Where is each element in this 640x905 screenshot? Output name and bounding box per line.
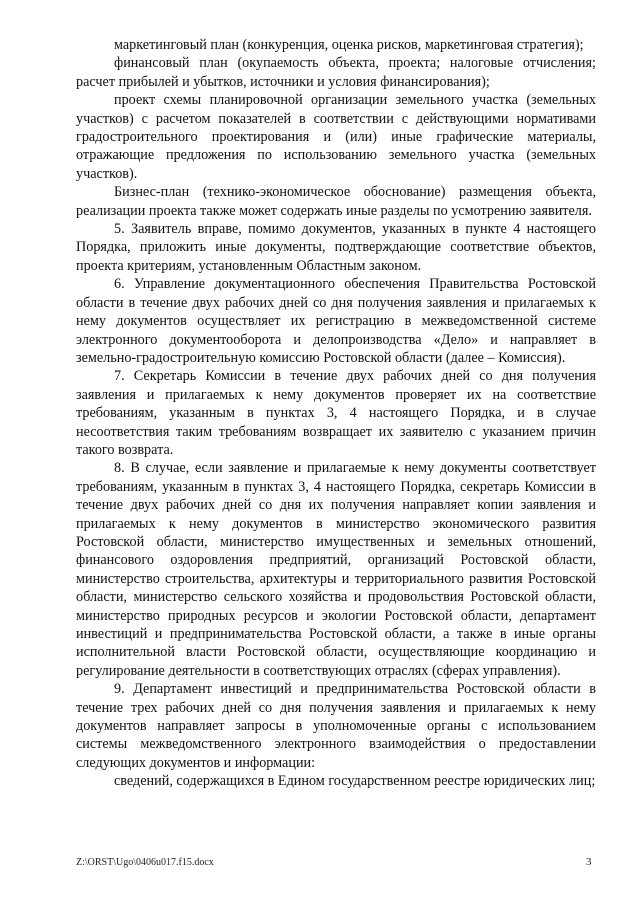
paragraph-item-7: 7. Секретарь Комиссии в течение двух рабочих дней со дня получения заявления и прилагаемых к нему документов проверяет их на соответствие требованиям, указанным в пунктах 3, 4 настоящего Порядка, и в случае несоответствия таким требованиям возвращает их заявителю с указанием причин такого возврата. <box>76 368 596 458</box>
paragraph-financial-plan: финансовый план (окупаемость объекта, проекта; налоговые отчисления; расчет прибылей и убытков, источники и условия финансирования); <box>76 55 596 90</box>
paragraph-registry-info: сведений, содержащихся в Едином государственном реестре юридических лиц; <box>114 773 596 790</box>
page-number: 3 <box>586 856 592 868</box>
document-body <box>76 36 596 791</box>
footer-file-path: Z:\ORST\Ugo\0406u017.f15.docx <box>76 857 214 868</box>
paragraph-land-plot-scheme: проект схемы планировочной организации земельного участка (земельных участков) с расчетом показателей в соответствии с действующими нормативами градостроительного проектирования и (или) иные графические материалы, отражающие предложения по использованию земельного участка (земельных участков). <box>76 92 596 182</box>
paragraph-item-9: 9. Департамент инвестиций и предпринимательства Ростовской области в течение трех рабочих дней со дня получения заявления и прилагаемых к нему документов направляет запросы в уполномоченные органы с использованием системы межведомственного электронного взаимодействия о предоставлении следующих документов и информации: <box>76 681 596 771</box>
paragraph-item-5: 5. Заявитель вправе, помимо документов, указанных в пункте 4 настоящего Порядка, приложить иные документы, подтверждающие соответствие объектов, проекта критериям, установленным Областным законом. <box>76 221 596 274</box>
paragraph-item-8: 8. В случае, если заявление и прилагаемые к нему документы соответствует требованиям, указанным в пунктах 3, 4 настоящего Порядка, секретарь Комиссии в течение двух рабочих дней со дня их получения направляет копии заявления и прилагаемых к нему документов в министерство экономического развития Ростовской области, министерство имущественных и земельных отношений, финансового оздоровления предприятий, организаций Ростовской области, министерство строительства, архитектуры и территориального развития Ростовской области, министерство сельского хозяйства и продовольствия Ростовской области, министерство природных ресурсов и экологии Ростовской области, департамент инвестиций и предпринимательства Ростовской области, а также в иные органы исполнительной власти Ростовской области, осуществляющие координацию и регулирование деятельности в соответствующих отраслях (сферах управления). <box>76 460 596 679</box>
paragraph-item-6: 6. Управление документационного обеспечения Правительства Ростовской области в течение двух рабочих дней со дня получения заявления и прилагаемых к нему документов осуществляет их регистрацию в межведомственной системе электронного документооборота и делопроизводства «Дело» и направляет в земельно-градостроительную комиссию Ростовской области (далее – Комиссия). <box>76 276 596 366</box>
paragraph-marketing-plan: маркетинговый план (конкуренция, оценка рисков, маркетинговая стратегия); <box>114 37 584 53</box>
paragraph-business-plan: Бизнес-план (технико-экономическое обоснование) размещения объекта, реализации проекта также может содержать иные разделы по усмотрению заявителя. <box>76 184 596 219</box>
